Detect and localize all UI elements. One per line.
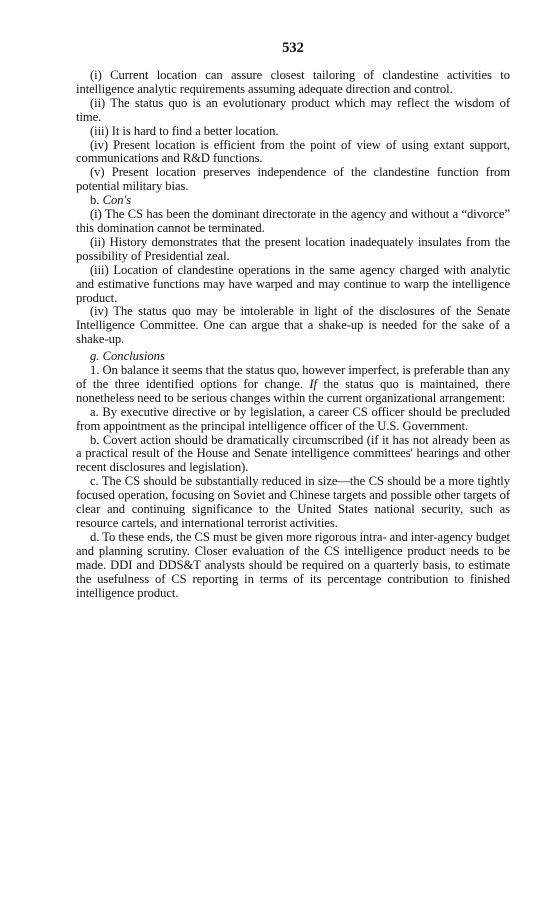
conclusion-item-c: c. The CS should be substantially reduced in size—the CS should be a more tightly focused operation, focusing on Soviet and Chinese targets and possible other targets of clear and continuing significance to the United States national security, such as resource cartels, and international terrorist activities.: [76, 474, 510, 530]
cons-heading: [76, 194, 510, 208]
cons-heading-prefix: b.: [90, 193, 103, 208]
conclusion-item-b: b. Covert action should be dramatically circumscribed (if it has not already been as a practical result of the House and Senate intelligence committees' hearings and other recent disclosures and legislation).: [76, 432, 510, 475]
con-item-iv: (iv) The status quo may be intolerable in light of the disclosures of the Senate Intelligence Committee. One can argue that a shake-up is needed for the sake of a shake-up.: [76, 304, 510, 347]
conclusion-item-1-emphasis: If: [309, 376, 317, 391]
page-number: 532: [282, 40, 304, 56]
conclusions-heading-text: Conclusions: [102, 349, 165, 364]
pro-item-v: (v) Present location preserves independence of the clandestine function from potential military bias.: [76, 165, 510, 194]
conclusion-item-1: [76, 364, 510, 406]
con-item-iii: (iii) Location of clandestine operations in the same agency charged with analytic and estimative functions may have warped and may continue to warp the intelligence product.: [76, 262, 510, 305]
conclusion-item-1-after: the status quo is maintained, there nonetheless need to be serious changes within the current organizational arrangement:: [76, 376, 510, 405]
conclusions-heading: [76, 350, 510, 364]
conclusion-item-d: d. To these ends, the CS must be given more rigorous intra- and inter-agency budget and planning scrutiny. Closer evaluation of the CS intelligence product needs to be made. DDI and DDS&T analysts should be required on a quarterly basis, to estimate the usefulness of CS reporting in terms of its percentage contribution to finished intelligence product.: [76, 529, 510, 600]
document-page: [76, 40, 510, 600]
conclusion-item-a: a. By executive directive or by legislation, a career CS officer should be precluded from appointment as the principal intelligence officer of the U.S. Government.: [76, 404, 510, 433]
con-item-i: (i) The CS has been the dominant directorate in the agency and without a “divorce” this domination cannot be terminated.: [76, 207, 510, 235]
pro-item-ii: (ii) The status quo is an evolutionary product which may reflect the wisdom of time.: [76, 95, 510, 124]
conclusions-heading-prefix: g.: [90, 349, 103, 364]
pro-item-iv: (iv) Present location is efficient from the point of view of using extant support, communications and R&D functions.: [76, 137, 510, 166]
cons-heading-text: Con's: [102, 193, 132, 208]
pro-item-iii: (iii) It is hard to find a better location.: [90, 123, 279, 138]
conclusion-item-1-before: 1. On balance it seems that the status quo, however imperfect, is preferable than any of the three identified options for change.: [76, 363, 510, 391]
pro-item-i: (i) Current location can assure closest tailoring of clandestine activities to intelligence analytic requirements assuming adequate direction and control.: [76, 68, 510, 96]
con-item-ii: (ii) History demonstrates that the present location inadequately insulates from the possibility of Presidential zeal.: [76, 234, 510, 263]
